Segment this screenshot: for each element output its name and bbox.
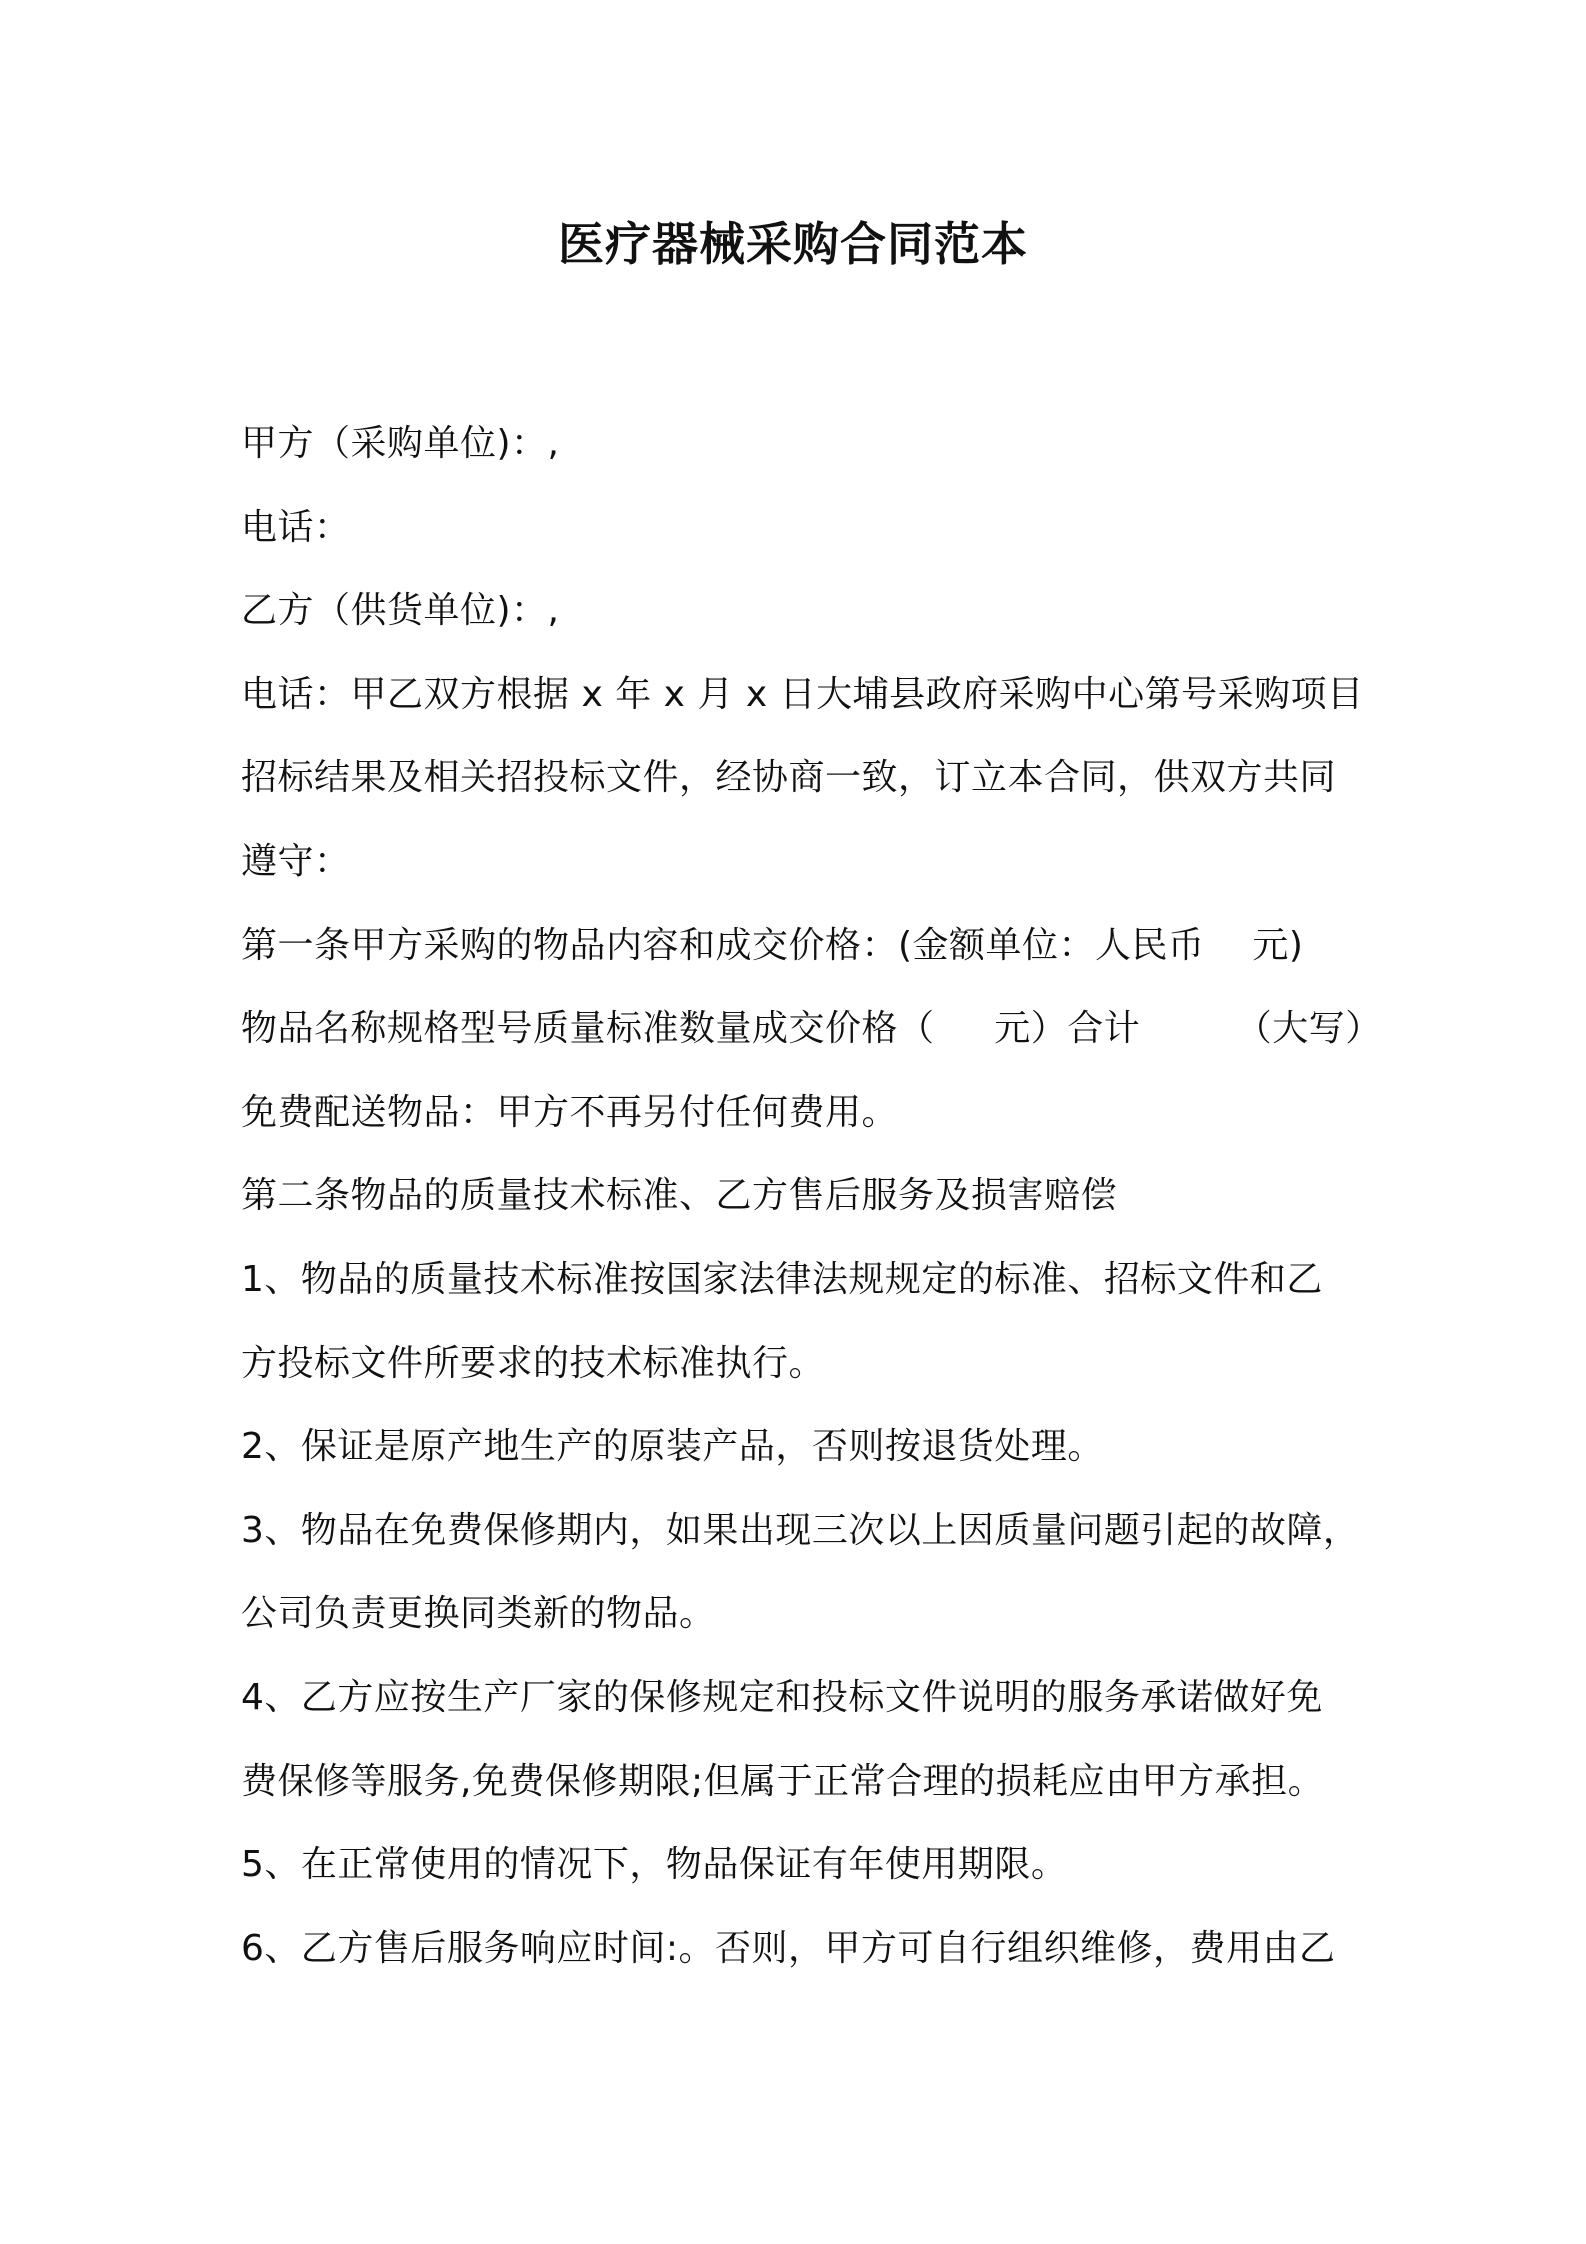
article-two-heading: 第二条物品的质量技术标准、乙方售后服务及损害赔偿 bbox=[241, 1175, 1118, 1217]
document-body bbox=[241, 402, 1382, 1990]
clause-5: 5、在正常使用的情况下，物品保证有年使用期限。 bbox=[241, 1844, 1068, 1886]
text-line: 方投标文件所要求的技术标准执行。 bbox=[241, 1342, 826, 1384]
text-line: 费保修等服务,免费保修期限;但属于正常合理的损耗应由甲方承担。 bbox=[241, 1760, 1325, 1802]
party-a-line: 甲方（采购单位)：, bbox=[241, 423, 560, 464]
article-one-heading: 第一条甲方采购的物品内容和成交价格：(金额单位：人民币 元) bbox=[241, 924, 1304, 966]
text-line: 免费配送物品：甲方不再另付任何费用。 bbox=[241, 1091, 899, 1133]
clause-2: 2、保证是原产地生产的原装产品，否则按退货处理。 bbox=[241, 1426, 1104, 1468]
clause-4: 4、乙方应按生产厂家的保修规定和投标文件说明的服务承诺做好免 bbox=[241, 1676, 1323, 1718]
party-a-phone-line: 电话： bbox=[241, 506, 351, 548]
clause-3: 3、物品在免费保修期内，如果出现三次以上因质量问题引起的故障， bbox=[241, 1509, 1360, 1551]
clause-1: 1、物品的质量技术标准按国家法律法规规定的标准、招标文件和乙 bbox=[241, 1258, 1323, 1300]
party-b-line: 乙方（供货单位)：, bbox=[241, 590, 560, 632]
text-line: 物品名称规格型号质量标准数量成交价格（ 元）合计 （大写） bbox=[241, 1008, 1382, 1050]
document-title: 医疗器械采购合同范本 bbox=[558, 217, 1028, 271]
text-line: 遵守： bbox=[241, 840, 351, 882]
text-line: 公司负责更换同类新的物品。 bbox=[241, 1593, 716, 1635]
text-line: 电话：甲乙双方根据 x 年 x 月 x 日大埔县政府采购中心第号采购项目 bbox=[241, 673, 1364, 715]
clause-6: 6、乙方售后服务响应时间:。否则，甲方可自行组织维修，费用由乙 bbox=[241, 1927, 1336, 1969]
text-line: 招标结果及相关招投标文件，经协商一致，订立本合同，供双方共同 bbox=[241, 757, 1337, 799]
